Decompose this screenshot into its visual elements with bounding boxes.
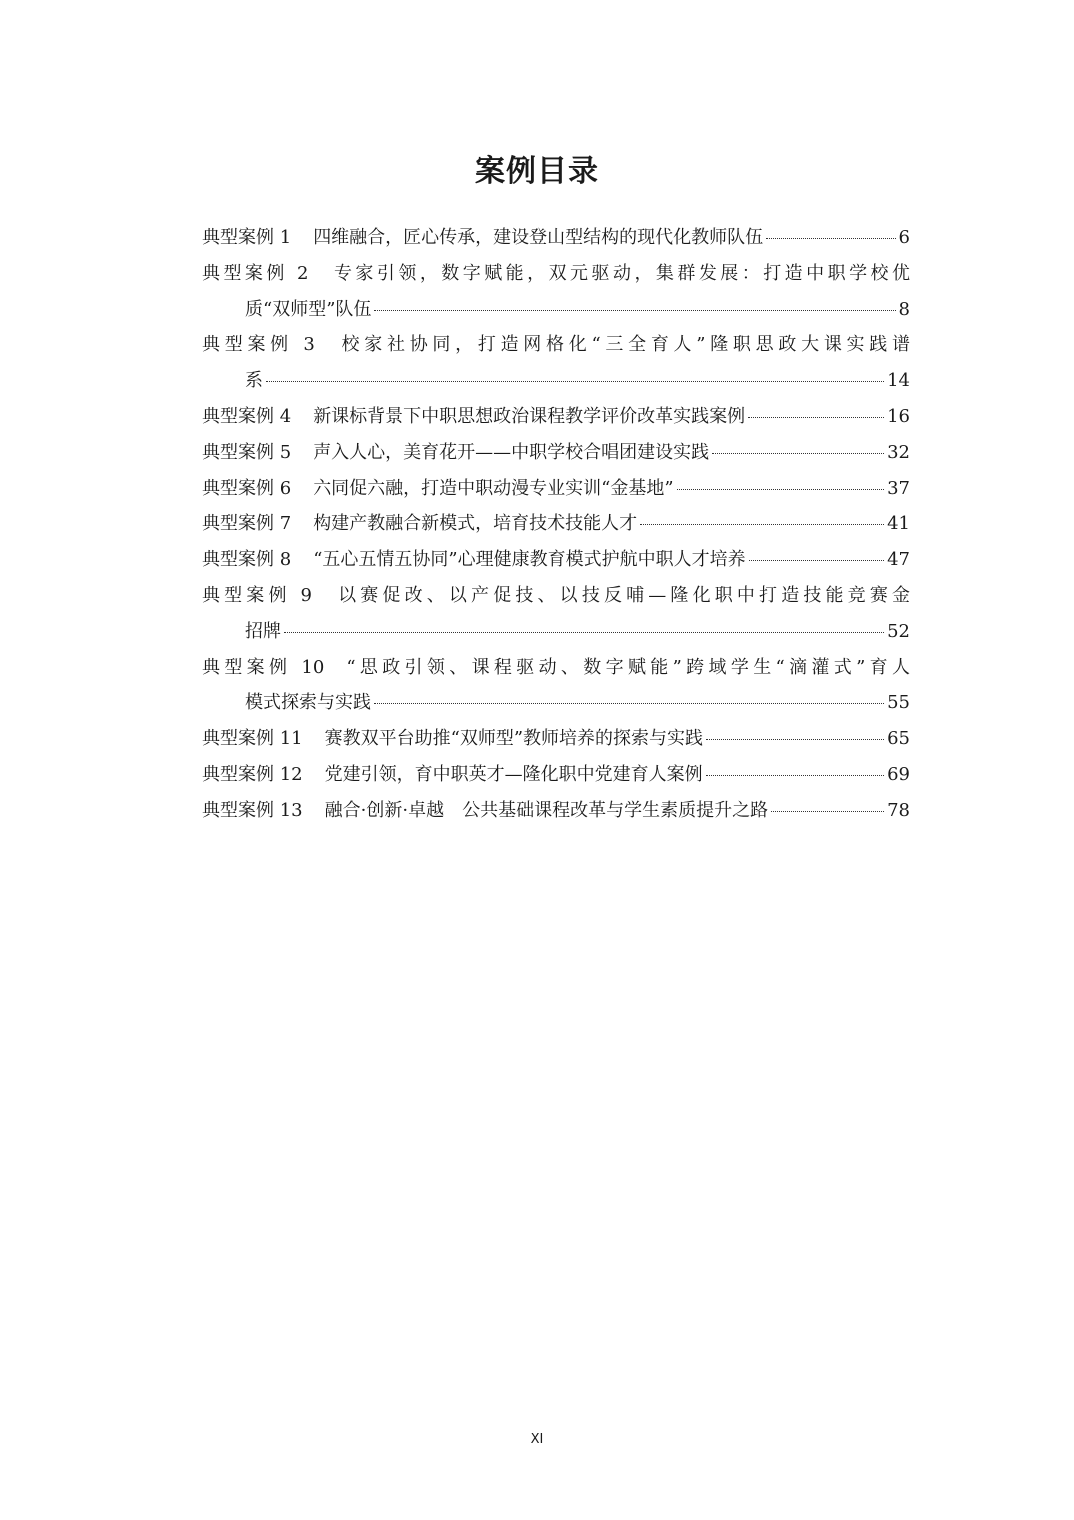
toc-entry-title: “思政引领、课程驱动、数字赋能”跨域学生“滴灌式”育人 — [346, 656, 910, 678]
toc-entry[interactable] — [202, 542, 910, 578]
toc-entry-line — [202, 327, 910, 363]
dot-leader — [266, 381, 884, 382]
toc-entry-title: 构建产教融合新模式，培育技术技能人才 — [313, 513, 638, 535]
toc-entry-page: 16 — [887, 405, 910, 427]
toc-entry-title: 融合·创新·卓越 公共基础课程改革与学生素质提升之路 — [324, 799, 769, 821]
toc-entry-line — [202, 542, 910, 578]
toc-entry-title: 赛教双平台助推“双师型”教师培养的探索与实践 — [324, 728, 704, 750]
dot-leader — [706, 739, 884, 740]
dot-leader — [374, 703, 884, 704]
dot-leader — [706, 775, 884, 776]
toc-entry-page: 37 — [887, 477, 910, 499]
page-title: 案例目录 — [475, 154, 599, 189]
toc-entry-page: 69 — [887, 763, 910, 785]
dot-leader — [766, 238, 895, 239]
toc-entry[interactable] — [202, 721, 910, 757]
toc-entry-line — [202, 471, 910, 507]
dot-leader — [748, 417, 884, 418]
toc-entry-line — [202, 793, 910, 829]
toc-entry-title: “五心五情五协同”心理健康教育模式护航中职人才培养 — [313, 549, 746, 571]
toc-entry-line — [202, 292, 910, 328]
toc-entry-label: 典型案例 7 — [202, 513, 292, 535]
toc-entry-page: 32 — [887, 441, 910, 463]
toc-entry-line — [202, 506, 910, 542]
dot-leader — [771, 811, 884, 812]
toc-entry-line — [202, 220, 910, 256]
page-number: XI — [530, 1432, 544, 1447]
toc-entry-label: 典型案例 12 — [202, 763, 303, 785]
toc-entry[interactable] — [202, 506, 910, 542]
toc-entry-title: 系 — [245, 370, 263, 392]
toc-entry[interactable] — [202, 256, 910, 328]
toc-entry-label: 典型案例 8 — [202, 549, 292, 571]
dot-leader — [749, 560, 885, 561]
toc-entry-line — [202, 757, 910, 793]
toc-entry[interactable] — [202, 757, 910, 793]
toc-entry[interactable] — [202, 220, 910, 256]
toc-entry-page: 78 — [887, 799, 910, 821]
toc-entry-line — [202, 435, 910, 471]
toc-entry-line — [202, 721, 910, 757]
toc-entry-title: 校家社协同，打造网格化“三全育人”隆职思政大课实践谱 — [336, 334, 910, 356]
toc-entry-label: 典型案例 3 — [202, 334, 315, 356]
toc-entry-label: 典型案例 2 — [202, 262, 309, 284]
dot-leader — [374, 310, 895, 311]
toc-entry-title: 新课标背景下中职思想政治课程教学评价改革实践案例 — [313, 405, 746, 427]
toc-entry[interactable] — [202, 435, 910, 471]
toc-entry-title: 模式探索与实践 — [245, 692, 371, 714]
toc-entry-page: 8 — [898, 298, 910, 320]
toc-entry-page: 41 — [887, 513, 910, 535]
toc-entry-line — [202, 363, 910, 399]
toc-entry-title: 质“双师型”队伍 — [245, 298, 372, 320]
toc-entry-title: 党建引领，育中职英才—隆化职中党建育人案例 — [324, 763, 703, 785]
toc-entry-label: 典型案例 1 — [202, 227, 292, 248]
toc-entry-label: 典型案例 13 — [202, 799, 303, 821]
toc-entry[interactable] — [202, 399, 910, 435]
toc-entry-title: 专家引领，数字赋能，双元驱动，集群发展：打造中职学校优 — [330, 262, 910, 284]
table-of-contents — [202, 220, 910, 829]
dot-leader — [712, 453, 884, 454]
toc-entry-line — [202, 399, 910, 435]
toc-entry-page: 52 — [887, 620, 910, 642]
toc-entry-title: 以赛促改、以产促技、以技反哺—隆化职中打造技能竞赛金 — [333, 584, 910, 606]
toc-entry[interactable] — [202, 471, 910, 507]
toc-entry-label: 典型案例 6 — [202, 477, 292, 499]
toc-entry-line — [202, 256, 910, 292]
toc-entry-line — [202, 614, 910, 650]
toc-entry-title: 四维融合，匠心传承，建设登山型结构的现代化教师队伍 — [313, 227, 764, 248]
dot-leader — [284, 632, 884, 633]
dot-leader — [677, 489, 885, 490]
toc-entry[interactable] — [202, 650, 910, 722]
toc-entry-title: 六同促六融，打造中职动漫专业实训“金基地” — [313, 477, 674, 499]
toc-entry-page: 47 — [887, 549, 910, 571]
toc-entry-title: 招牌 — [245, 620, 281, 642]
toc-entry-label: 典型案例 10 — [202, 656, 325, 678]
toc-entry-label: 典型案例 9 — [202, 584, 312, 606]
toc-entry-line — [202, 685, 910, 721]
toc-entry[interactable] — [202, 578, 910, 650]
toc-entry[interactable] — [202, 327, 910, 399]
toc-entry-title: 声入人心，美育花开——中职学校合唱团建设实践 — [313, 441, 710, 463]
toc-entry-line — [202, 650, 910, 686]
toc-entry-page: 55 — [887, 692, 910, 714]
toc-entry-label: 典型案例 11 — [202, 728, 303, 750]
toc-entry[interactable] — [202, 793, 910, 829]
toc-entry-page: 6 — [898, 227, 910, 248]
dot-leader — [640, 524, 884, 525]
toc-entry-label: 典型案例 4 — [202, 405, 292, 427]
toc-entry-line — [202, 578, 910, 614]
toc-entry-label: 典型案例 5 — [202, 441, 292, 463]
toc-entry-page: 65 — [887, 728, 910, 750]
toc-entry-page: 14 — [887, 370, 910, 392]
